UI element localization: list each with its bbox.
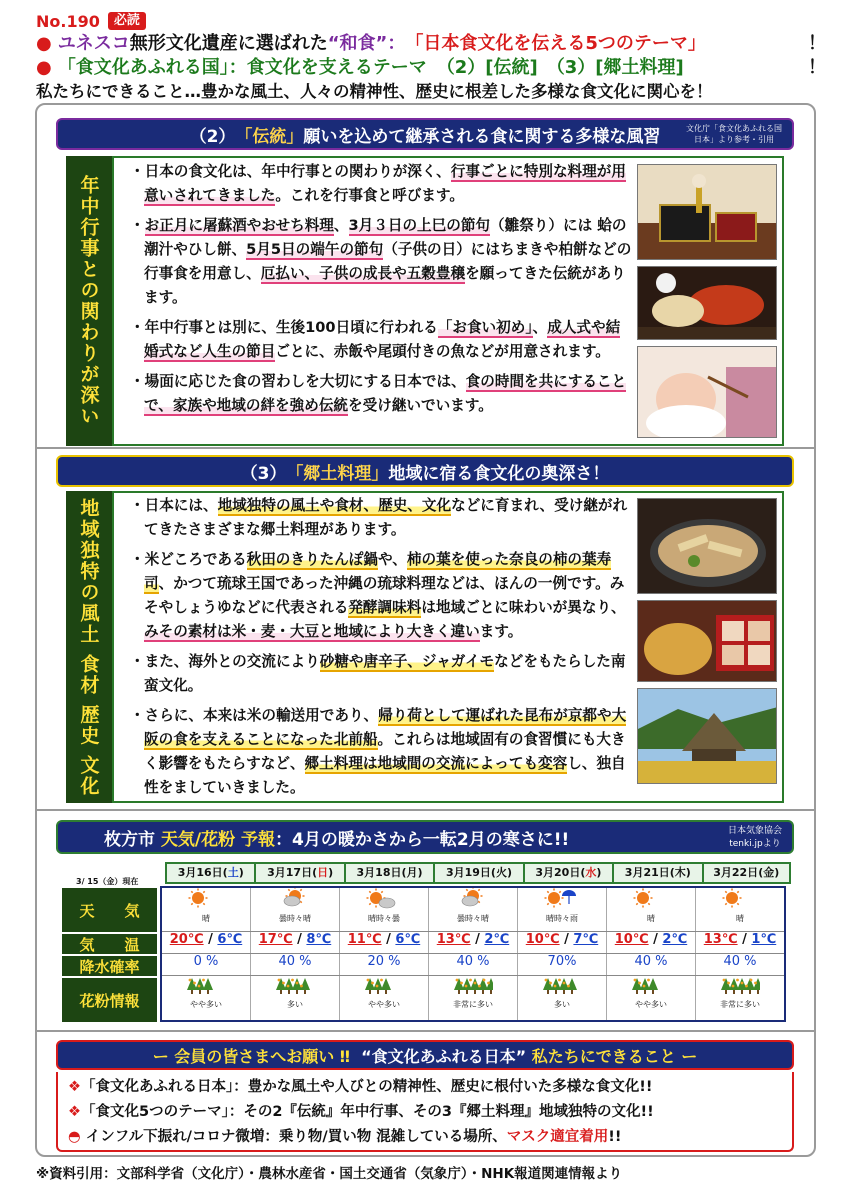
kiritanpo-photo bbox=[637, 498, 777, 594]
section-2-side-label: 年中行事との関わりが深い bbox=[66, 156, 112, 446]
temperature-cell: 11℃ / 6℃ bbox=[340, 932, 429, 953]
sun-icon bbox=[162, 888, 250, 913]
cloud-sun-icon bbox=[429, 888, 517, 913]
weather-cell: 晴 bbox=[696, 888, 784, 931]
festival-food-photo bbox=[637, 266, 777, 340]
sun-icon bbox=[607, 888, 695, 913]
notice-line: ❖「食文化5つのテーマ」：その2『伝統』年中行事、その3『郷土料理』地域独特の文化!! bbox=[68, 1104, 654, 1120]
pollen-tree-icon bbox=[162, 976, 250, 999]
bullet-dot-icon: ● bbox=[36, 33, 52, 54]
section-divider bbox=[35, 447, 816, 449]
pollen-cell: やや多い bbox=[162, 976, 251, 1020]
members-notice bbox=[56, 1072, 794, 1152]
weather-cell: 晴時々雨 bbox=[518, 888, 607, 931]
headline-3: 私たちにできること…豊かな風土、人々の精神性、歴史に根差した多様な食文化に関心を！ bbox=[36, 82, 713, 101]
rain-chance-cell: 40 % bbox=[723, 954, 757, 969]
list-item: ・米どころである秋田のきりたんぽ鍋や、柿の葉を使った奈良の柿の葉寿司、かつて琉球王国であった沖縄の琉球料理などは、ほんの一例です。みそやしょうゆなどに代表される発酵調味料は地域ごとに味わいが異なり、みその素材は米・麦・大豆と地域により大きく違います。 bbox=[130, 551, 626, 640]
pollen-tree-icon bbox=[251, 976, 339, 999]
bullet-dot-icon: ● bbox=[36, 57, 52, 78]
pollen-cell: やや多い bbox=[340, 976, 429, 1020]
as-of-date: 3/ 15（金）現在 bbox=[76, 877, 139, 886]
forecast-date: 3月20日(水) bbox=[523, 862, 612, 884]
weather-cell: 晴時々曇 bbox=[340, 888, 429, 931]
temperature-cell: 13℃ / 1℃ bbox=[703, 932, 777, 947]
pollen-tree-icon bbox=[607, 976, 695, 999]
section-divider bbox=[35, 809, 816, 811]
pollen-tree-icon bbox=[518, 976, 606, 999]
rain-chance-cell: 40 % bbox=[429, 954, 518, 975]
list-item: ・場面に応じた食の習わしを大切にする日本では、食の時間を共にすることで、家族や地域の絆を強め伝統を受け継いでいます。 bbox=[130, 373, 627, 414]
row-label-rain: 降水確率 bbox=[62, 956, 157, 976]
pollen-cell: やや多い bbox=[607, 976, 696, 1020]
rain-chance-cell: 20 % bbox=[340, 954, 429, 975]
forecast-date: 3月17日(日) bbox=[254, 862, 343, 884]
list-item: ・日本には、地域独特の風土や食材、歴史、文化などに育まれ、受け継がれてきたさまざまな郷土料理があります。 bbox=[130, 497, 628, 538]
forecast-date: 3月16日(土) bbox=[165, 862, 254, 884]
row-label-pollen: 花粉情報 bbox=[62, 978, 157, 1022]
forecast-dates bbox=[165, 862, 791, 884]
headline-2: ● 「食文化あふれる国」：食文化を支えるテーマ （2）[伝統] （3）[郷土料理] ！ bbox=[36, 57, 826, 78]
section-divider bbox=[35, 1030, 816, 1032]
forecast-date: 3月22日(金) bbox=[702, 862, 791, 884]
forecast-date: 3月18日(月) bbox=[344, 862, 433, 884]
forecast-table bbox=[160, 886, 786, 1022]
section-3-bullets bbox=[130, 494, 632, 806]
mask-icon: ◓ bbox=[68, 1129, 81, 1145]
okuizome-photo bbox=[637, 346, 777, 438]
issue-number: No.190 bbox=[36, 11, 100, 31]
row-label-weather: 天 気 bbox=[62, 888, 157, 932]
temperature-cell: 10℃ / 2℃ bbox=[607, 932, 696, 953]
forecast-date: 3月21日(木) bbox=[612, 862, 701, 884]
headline-1: ● ユネスコ 無形文化遺産に選ばれた “和食”： 「日本食文化を伝える5つのテーマ」 ！ bbox=[36, 33, 826, 54]
cloud-sun-icon bbox=[251, 888, 339, 913]
sun-rain-icon bbox=[518, 888, 606, 913]
temperature-cell: 20℃ / 6℃ bbox=[162, 932, 251, 953]
footer-sources: ※資料引用：文部科学省（文化庁）・農林水産省・国土交通省（気象庁）・NHK報道関連情報より bbox=[36, 1166, 623, 1182]
section-2-bullets bbox=[130, 160, 632, 424]
pollen-tree-icon bbox=[429, 976, 517, 999]
list-item: ・お正月に屠蘇酒やおせち料理、3月３日の上巳の節句（雛祭り）には 蛤の潮汁やひし餅、5月5日の端午の節句（子供の日）にはちまきや柏餅などの行事食を用意し、厄払い、子供の成長や五穀豊穣を願ってきた伝統があります。 bbox=[130, 217, 632, 306]
osechi-photo bbox=[637, 164, 777, 260]
notice-line: ❖「食文化あふれる日本」：豊かな風土や人びとの精神性、歴史に根付いた多様な食文化!! bbox=[68, 1079, 653, 1095]
rain-chance-cell: 0 % bbox=[162, 954, 251, 975]
list-item: ・さらに、本来は米の輸送用であり、帰り荷として運ばれた昆布が京都や大阪の食を支えることになった北前船。これらは地域固有の食習慣にも大きく影響をもたらすなど、郷土料理は地域間の交流によっても変容し、独自性をましていきました。 bbox=[130, 707, 627, 796]
weather-cell: 晴 bbox=[162, 888, 251, 931]
weather-heading: 枚方市 天気/花粉 予報 ：4月の暖かさから一転2月の寒さに!! 日本気象協会 tenki.jpより bbox=[56, 820, 794, 854]
must-read-badge: 必読 bbox=[108, 12, 146, 30]
section-3-side-label: 地域独特の風土 食材 歴史 文化 bbox=[66, 491, 112, 803]
rain-chance-cell: 40 % bbox=[607, 954, 696, 975]
sun-icon bbox=[696, 888, 784, 913]
pollen-cell: 非常に多い bbox=[429, 976, 518, 1020]
temperature-cell: 17℃ / 8℃ bbox=[251, 932, 340, 953]
rain-chance-cell: 40 % bbox=[251, 954, 340, 975]
gassho-village-photo bbox=[637, 688, 777, 784]
pollen-tree-icon bbox=[696, 976, 784, 999]
pollen-cell: 非常に多い bbox=[696, 976, 784, 1020]
weather-cell: 曇時々晴 bbox=[251, 888, 340, 931]
pollen-cell: 多い bbox=[518, 976, 607, 1020]
pollen-tree-icon bbox=[340, 976, 428, 999]
section-2-heading: （2） 「伝統」 願いを込めて継承される食に関する多様な風習 文化庁「食文化あふれる国 日本」より参考・引用 bbox=[56, 118, 794, 150]
rain-chance-cell: 70% bbox=[518, 954, 607, 975]
list-item: ・年中行事とは別に、生後100日頃に行われる「お食い初め」、成人式や結婚式など人生の節目ごとに、赤飯や尾頭付きの魚などが用意されます。 bbox=[130, 319, 621, 360]
notice-line: ◓ インフル下振れ/コロナ微増：乗り物/買い物 混雑している場所、マスク適宜着用!! bbox=[68, 1129, 622, 1145]
weather-cell: 晴 bbox=[607, 888, 696, 931]
miso-photo bbox=[637, 600, 777, 682]
diamond-icon: ❖ bbox=[68, 1079, 81, 1095]
document-header bbox=[36, 10, 826, 104]
section-3-heading: （3） 「郷土料理」 地域に宿る食文化の奥深さ！ bbox=[56, 455, 794, 487]
forecast-date: 3月19日(火) bbox=[433, 862, 522, 884]
row-label-temp: 気 温 bbox=[62, 934, 157, 954]
pollen-cell: 多い bbox=[251, 976, 340, 1020]
weather-source: 日本気象協会 tenki.jpより bbox=[727, 826, 782, 849]
section-2-source: 文化庁「食文化あふれる国 日本」より参考・引用 bbox=[686, 124, 782, 144]
weather-cell: 曇時々晴 bbox=[429, 888, 518, 931]
list-item: ・日本の食文化は、年中行事との関わりが深く、行事ごとに特別な料理が用意いされてきました。これを行事食と呼びます。 bbox=[130, 163, 626, 204]
temperature-cell: 10℃ / 7℃ bbox=[518, 932, 607, 953]
members-notice-heading: ー 会員の皆さまへお願い ‼ “食文化あふれる日本” 私たちにできること ー bbox=[56, 1040, 794, 1070]
diamond-icon: ❖ bbox=[68, 1104, 81, 1120]
list-item: ・また、海外との交流により砂糖や唐辛子、ジャガイモなどをもたらした南蛮文化。 bbox=[130, 653, 626, 694]
sun-cloud-icon bbox=[340, 888, 428, 913]
temperature-cell: 13℃ / 2℃ bbox=[429, 932, 518, 953]
